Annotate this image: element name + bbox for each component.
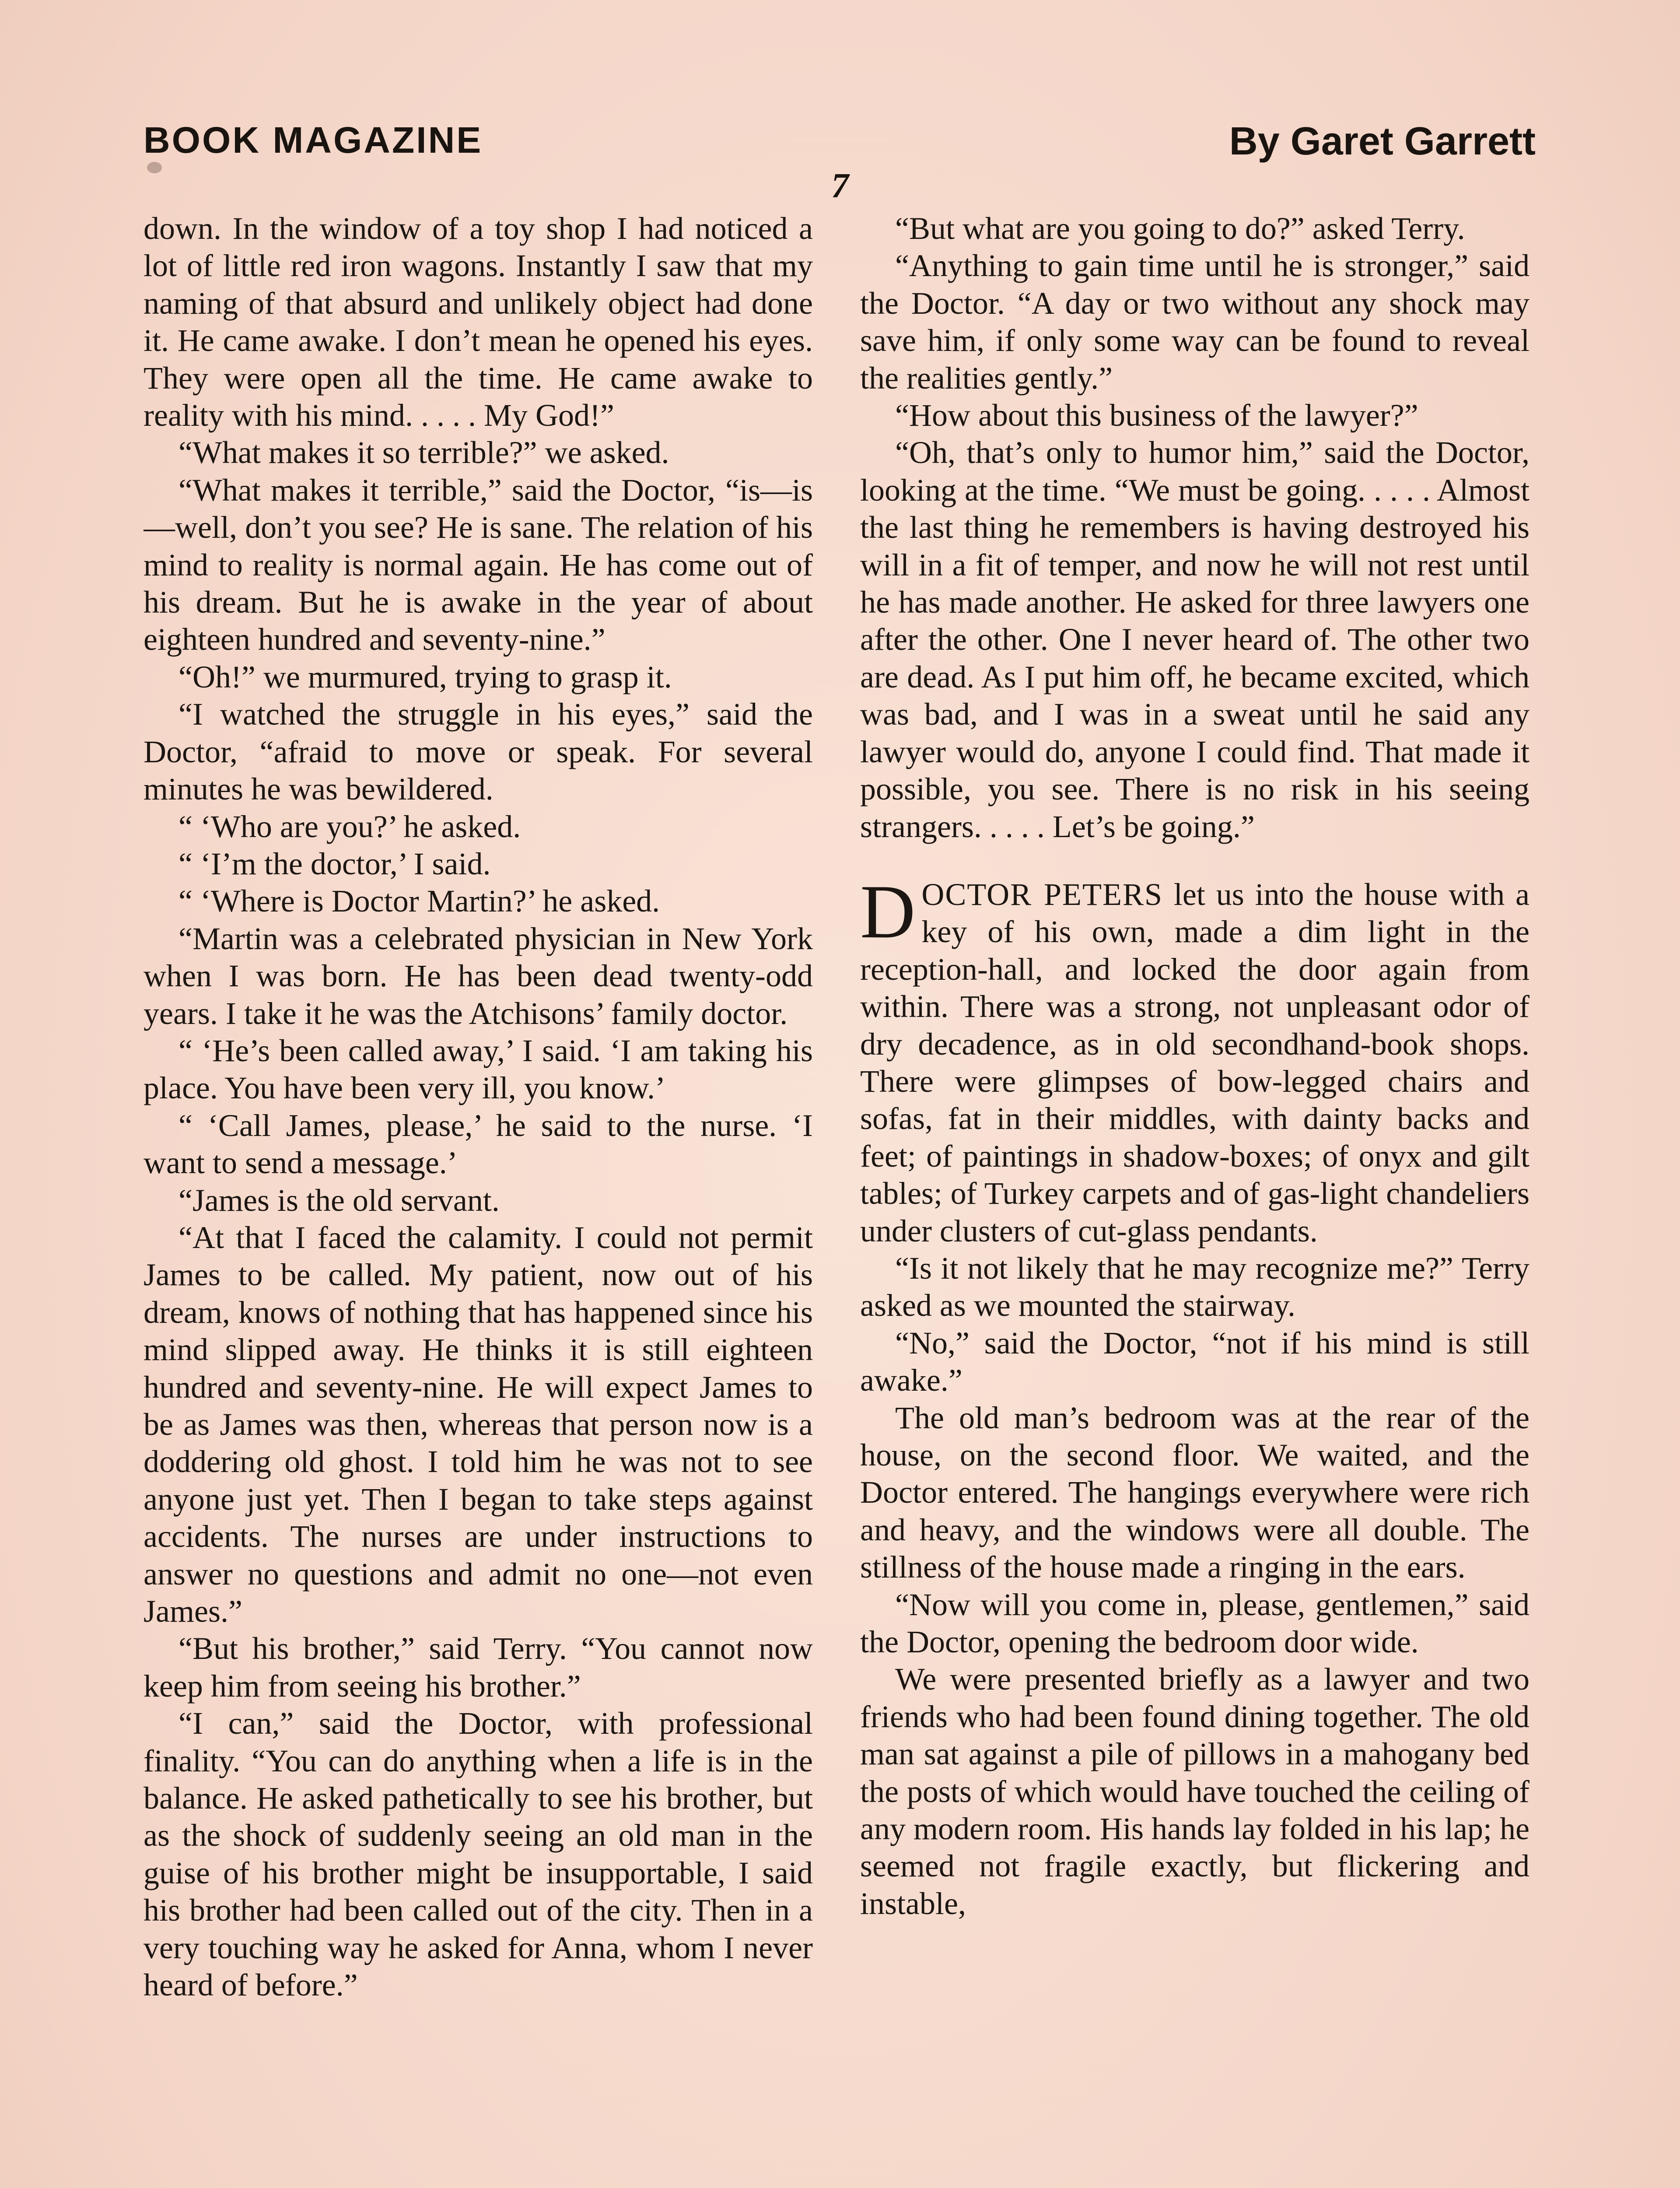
paragraph: “ ‘I’m the doctor,’ I said.: [178, 846, 491, 881]
paragraph: “Anything to gain time until he is stronger,” said the Doctor. “A day or two without any shock may save him, if only some way can be found to reveal the realities gently.”: [860, 248, 1530, 396]
paragraph: “ ‘He’s been called away,’ I said. ‘I am taking his place. You have been very ill, you know.’: [144, 1033, 813, 1106]
paragraph: We were presented briefly as a lawyer and two friends who had been found dining together. The old man sat against a pile of pillows in a mahogany bed the posts of which would have touched the ceiling of any modern room. His hands lay folded in his lap; he seemed not fragile exactly, but flickering and instable,: [860, 1662, 1530, 1921]
paragraph: “How about this business of the lawyer?”: [895, 398, 1418, 433]
paragraph: “ ‘Who are you?’ he asked.: [178, 809, 521, 844]
paragraph: “Oh!” we murmured, trying to grasp it.: [178, 659, 672, 694]
paragraph: “But what are you going to do?” asked Terry.: [895, 211, 1465, 246]
paragraph: “Now will you come in, please, gentlemen,” said the Doctor, opening the bedroom door wide.: [860, 1587, 1530, 1660]
paragraph: “ ‘Call James, please,’ he said to the nurse. ‘I want to send a message.’: [144, 1108, 813, 1181]
small-caps-lead: OCTOR PETERS: [921, 877, 1163, 912]
paragraph: down. In the window of a toy shop I had noticed a lot of little red iron wagons. Instantly I saw that my naming of that absurd and unlikely object had done it. He came awake. I don’t mean he opened his eyes. They were open all the time. He came awake to reality with his mind. . . . . My God!”: [144, 211, 813, 433]
drop-cap: D: [860, 869, 916, 954]
ink-smudge: [147, 162, 162, 173]
paragraph: “What makes it terrible,” said the Doctor, “is—is—well, don’t you see? He is sane. The relation of his mind to reality is normal again. He has come out of his dream. But he is awake in the year of about eighteen hundred and seventy-nine.”: [144, 472, 813, 657]
paragraph: “Oh, that’s only to humor him,” said the Doctor, looking at the time. “We must be going. . . . . Almost the last thing he remembers is having destroyed his will in a fit of temper, and now he will not rest until he has made another. He asked for three lawyers one after the other. One I never heard of. The other two are dead. As I put him off, he became excited, which was bad, and I was in a sweat until he said any lawyer would do, anyone I could find. That made it possible, you see. There is no risk in his seeing strangers. . . . . Let’s be going.”: [860, 435, 1530, 844]
paragraph: The old man’s bedroom was at the rear of the house, on the second floor. We waited, and the Doctor entered. The hangings everywhere were rich and heavy, and the windows were all double. The stillness of the house made a ringing in the ears.: [860, 1400, 1530, 1585]
paragraph: “I watched the struggle in his eyes,” said the Doctor, “afraid to move or speak. For several minutes he was bewildered.: [144, 697, 813, 807]
paragraph: “James is the old servant.: [178, 1182, 500, 1218]
magazine-title: BOOK MAGAZINE: [144, 119, 483, 161]
paragraph: “No,” said the Doctor, “not if his mind is still awake.”: [860, 1325, 1530, 1398]
right-column: [860, 210, 1530, 2188]
left-column: [144, 210, 813, 2188]
section-text: let us into the house with a key of his own, made a dim light in the reception-hall, and locked the door again from within. There was a strong, not unpleasant odor of dry decadence, as in old secondhand-book shops. There were glimpses of bow-legged chairs and sofas, fat in their middles, with dainty backs and feet; of paintings in shadow-boxes; of onyx and gilt tables; of Turkey carpets and of gas-light chandeliers under clusters of cut-glass pendants.: [860, 877, 1530, 1248]
paragraph: “At that I faced the calamity. I could not permit James to be called. My patient, now out of his dream, knows of nothing that has happened since his mind slipped away. He thinks it is still eighteen hundred and seventy-nine. He will expect James to be as James was then, whereas that person now is a doddering old ghost. I told him he was not to see anyone just yet. Then I began to take steps against accidents. The nurses are under instructions to answer no questions and admit no one—not even James.”: [144, 1220, 813, 1629]
paragraph: “But his brother,” said Terry. “You cannot now keep him from seeing his brother.”: [144, 1631, 813, 1704]
section-opening-paragraph: [860, 869, 1530, 1250]
author-byline: By Garet Garrett: [1229, 119, 1536, 163]
paragraph: “I can,” said the Doctor, with professional finality. “You can do anything when a life is in the balance. He asked pathetically to see his brother, but as the shock of suddenly seeing an old man in the guise of his brother might be insupportable, I said his brother had been called out of the city. Then in a very touching way he asked for Anna, whom I never heard of before.”: [144, 1706, 813, 2003]
paragraph: “Martin was a celebrated physician in New York when I was born. He has been dead twenty-odd years. I take it he was the Atchisons’ family doctor.: [144, 921, 813, 1031]
paragraph: “ ‘Where is Doctor Martin?’ he asked.: [178, 884, 660, 919]
paragraph: “What makes it so terrible?” we asked.: [178, 435, 669, 470]
page-number: 7: [831, 167, 849, 205]
paragraph: “Is it not likely that he may recognize me?” Terry asked as we mounted the stairway.: [860, 1250, 1530, 1323]
